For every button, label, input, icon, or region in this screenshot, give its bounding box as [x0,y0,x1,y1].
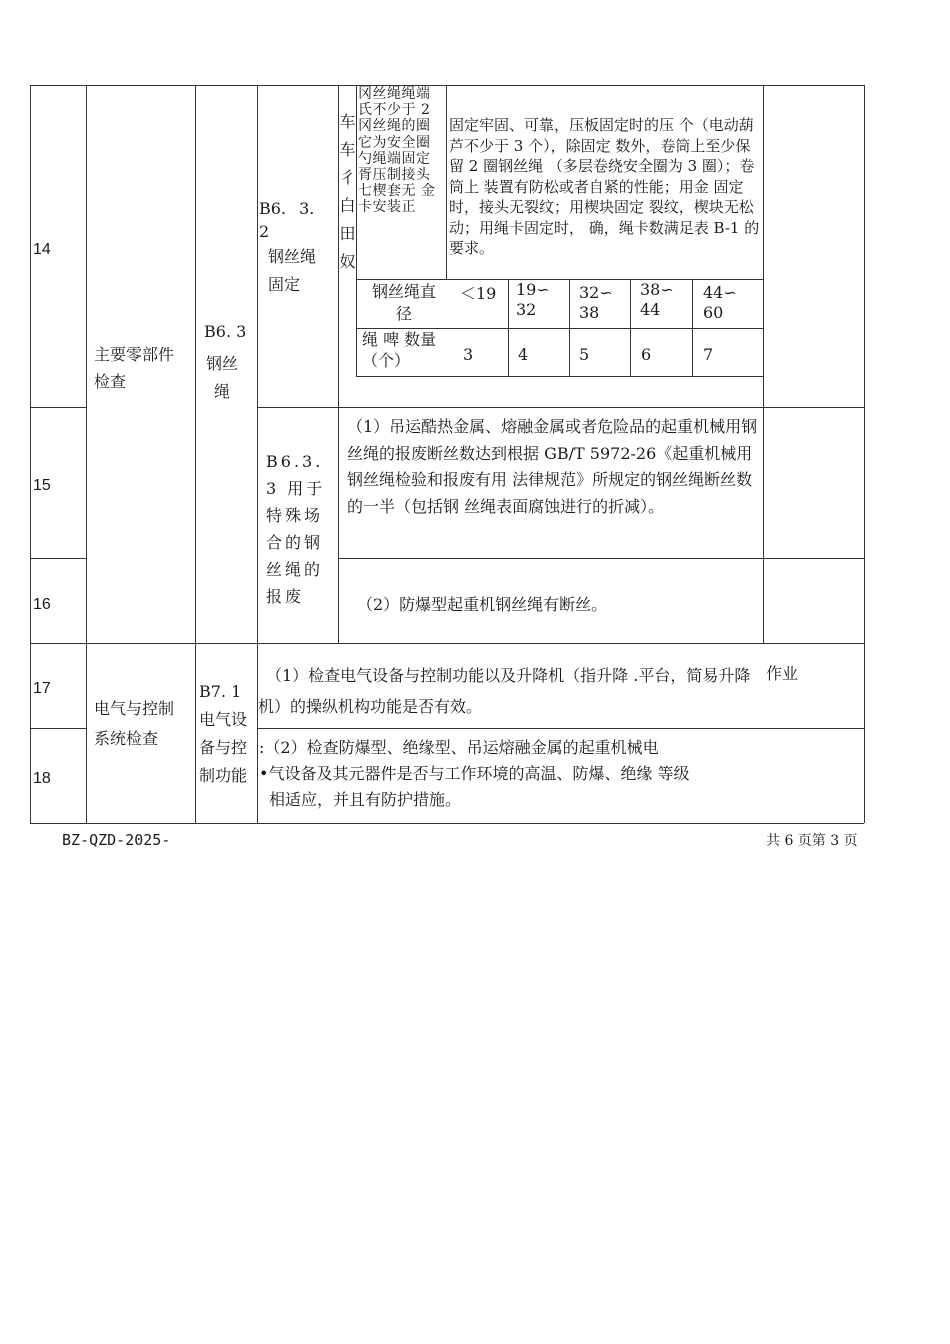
footer-document-code: BZ-QZD-2025- [62,831,171,849]
vertical-char: 车 [339,140,356,159]
item-code-b632: B6. 3. 2 [259,199,315,241]
diameter-cell: ＜19 [460,284,497,303]
row-number-17: 17 [33,680,51,697]
table-header-clip-count: 绳 啤 数量（个） [362,330,437,370]
remark-operation: 作业 [766,664,799,683]
section-b71: B7. 1 电气设备与控制功能 [199,682,248,785]
table-header-diameter: 钢丝绳直 径 [371,282,436,323]
footer-page-number: 共 6 页第 3 页 [766,833,858,849]
rope-end-right-text: 固定牢固、可靠，压板固定时的压 个（电动葫芦不少于 3 个），除固定 数外，卷筒上至少保留 2 圈钢丝绳 （多层卷绕安全圈为 3 圈）；卷筒上 装置有防松或者自紧的性能；用金 固定时，接头无裂纹；用楔块固定 裂纹，楔块无松动；用绳卡固定时， 确，绳卡数满足表 B-1 的要求。 [449,116,760,257]
diameter-cell: 32∽38 [579,283,613,322]
item-b633: B6.3.3 用于特殊场合的钢丝绳的报废 [266,452,326,606]
diameter-cell: 44∽60 [703,283,737,322]
section-code-b63: B6. 3 [204,322,247,341]
rope-end-left-text: 冈丝绳绳端 氏不少于 2 冈丝绳的圈 它为安全圈 勺绳端固定 胥压制接头 七楔套无 金卡安装正 [358,86,436,216]
row-number-15: 15 [33,477,51,494]
electrical-hazard-check-line3: 相适应，并且有防护措施。 [269,790,462,809]
clip-count-cell: 6 [641,345,652,364]
clip-count-cell: 4 [518,345,529,364]
row-number-16: 16 [33,596,51,613]
item-name-rope-fixing: 钢丝绳固定 [268,247,317,294]
diameter-cell: 19∽32 [516,280,550,319]
section-name-wire-rope: 钢丝绳 [205,354,238,401]
vertical-char: 田 [339,224,356,243]
electrical-hazard-check-line2: •气设备及其元器件是否与工作环境的高温、防爆、绝缘 等级 [259,764,690,783]
explosion-proof-rope-text: （2）防爆型起重机钢丝绳有断丝。 [357,595,608,614]
category-main-parts: 主要零部件检查 [94,345,175,391]
vertical-char: 白 [339,196,356,215]
hot-metal-rope-scrap-text: （1）吊运酷热金属、熔融金属或者危险品的起重机械用钢丝绳的报废断丝数达到根据 GB/T 5972-26《起重机械用钢丝绳检验和报废有用 法律规范》所规定的钢丝绳断丝数的一半（包括钢 丝绳表面腐蚀进行的折减）。 [347,417,758,516]
category-electrical: 电气与控制系统检查 [94,699,175,748]
vertical-text-column [339,108,356,276]
diameter-cell: 38∽44 [640,280,674,319]
clip-count-cell: 7 [703,345,714,364]
vertical-char: 车 [339,112,356,131]
clip-count-cell: 3 [463,345,474,364]
electrical-hazard-check-line1: :（2）检查防爆型、绝缘型、吊运熔融金属的起重机械电 [259,738,659,757]
clip-count-cell: 5 [579,345,590,364]
vertical-char: 彳 [339,168,356,187]
row-number-14: 14 [33,241,51,258]
electrical-function-check-text: （1）检查电气设备与控制功能以及升降机（指升降 .平台，简易升降机）的操纵机构功能是否有效。 [258,666,751,716]
vertical-char: 奴 [339,252,356,271]
row-number-18: 18 [33,770,51,787]
